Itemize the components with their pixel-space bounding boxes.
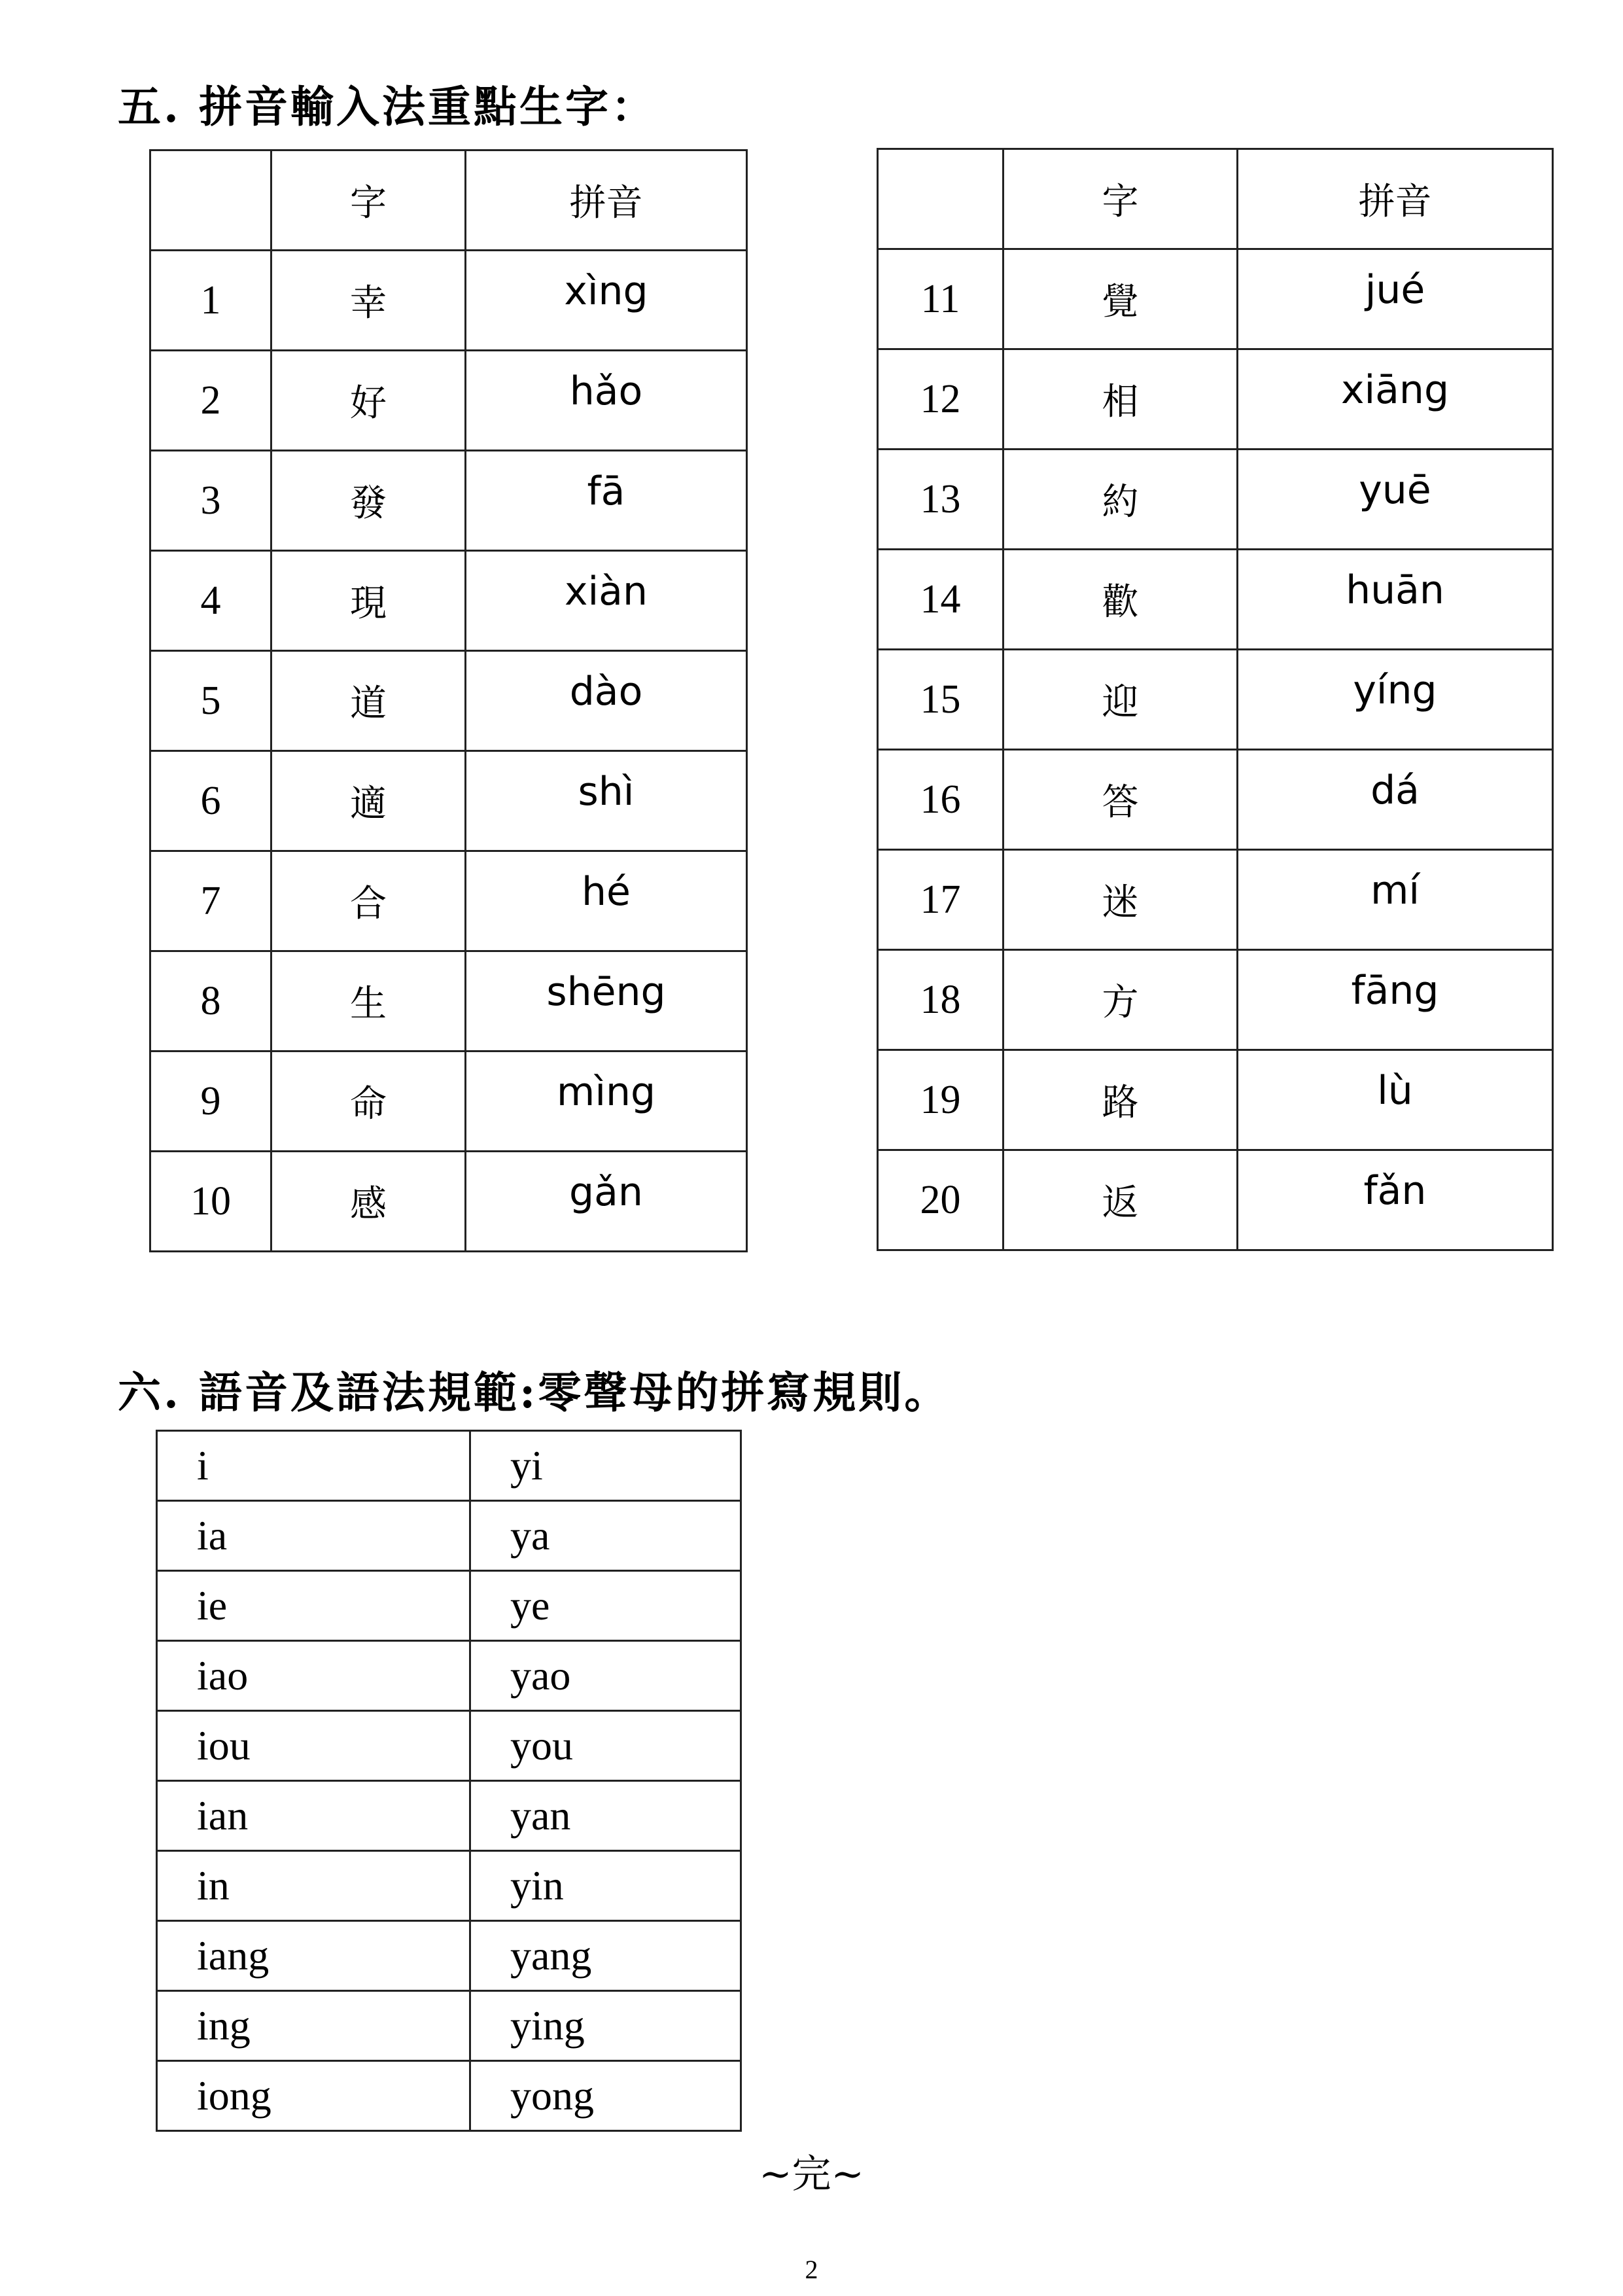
row-character: 約 [1003,450,1238,550]
row-pinyin: shēng [466,951,747,1051]
row-number: 7 [150,851,271,951]
spelling-cell: yang [470,1921,741,1991]
row-number: 8 [150,951,271,1051]
spelling-cell: yan [470,1781,741,1851]
page-number: 2 [805,2255,818,2284]
spelling-cell: ye [470,1571,741,1641]
row-character: 適 [271,751,466,851]
spelling-cell: yi [470,1431,741,1501]
row-number: 12 [878,349,1003,450]
header-num-cell [150,150,271,251]
table-row [157,1921,741,1991]
row-character: 好 [271,351,466,451]
table-row [878,1150,1553,1250]
row-pinyin: mí [1238,850,1553,950]
table-row [150,651,747,751]
row-number: 1 [150,251,271,351]
spelling-cell: ya [470,1501,741,1571]
row-pinyin: dào [466,651,747,751]
row-number: 16 [878,750,1003,850]
table-row [878,850,1553,950]
row-number: 17 [878,850,1003,950]
row-pinyin: fǎn [1238,1150,1553,1250]
row-number: 14 [878,550,1003,650]
table-row [878,750,1553,850]
table-row [878,450,1553,550]
spelling-cell: yin [470,1851,741,1921]
final-cell: i [157,1431,470,1501]
table-row [878,650,1553,750]
row-number: 3 [150,451,271,551]
row-character: 歡 [1003,550,1238,650]
pinyin-table-left [149,149,748,1252]
spelling-cell: yong [470,2061,741,2131]
row-pinyin: fā [466,451,747,551]
section-5-title: 五. 拼音輸入法重點生字： [118,81,657,132]
table-header-row [150,150,747,251]
row-number: 11 [878,249,1003,349]
row-character: 相 [1003,349,1238,450]
table-row [150,1051,747,1152]
row-number: 18 [878,950,1003,1050]
end-mark: ~完~ [759,2151,864,2197]
table-row [150,751,747,851]
row-character: 返 [1003,1150,1238,1250]
row-pinyin: shì [466,751,747,851]
row-number: 6 [150,751,271,851]
row-pinyin: mìng [466,1051,747,1152]
row-character: 方 [1003,950,1238,1050]
final-cell: iang [157,1921,470,1991]
row-pinyin: yíng [1238,650,1553,750]
table-row [157,2061,741,2131]
row-pinyin: xiàn [466,551,747,651]
final-cell: ie [157,1571,470,1641]
table-row [157,1991,741,2061]
row-pinyin: yuē [1238,450,1553,550]
row-number: 20 [878,1150,1003,1250]
row-character: 幸 [271,251,466,351]
table-row [157,1711,741,1781]
table-row [157,1431,741,1501]
row-pinyin: huān [1238,550,1553,650]
row-number: 13 [878,450,1003,550]
final-cell: iao [157,1641,470,1711]
row-character: 感 [271,1152,466,1252]
row-character: 命 [271,1051,466,1152]
spelling-cell: you [470,1711,741,1781]
row-number: 19 [878,1050,1003,1150]
table-row [157,1851,741,1921]
row-character: 答 [1003,750,1238,850]
table-row [878,349,1553,450]
row-number: 4 [150,551,271,651]
zero-initial-table [156,1430,742,2132]
table-row [157,1501,741,1571]
final-cell: ia [157,1501,470,1571]
header-char-cell: 字 [1003,149,1238,249]
table-row [878,950,1553,1050]
final-cell: iou [157,1711,470,1781]
row-character: 迎 [1003,650,1238,750]
row-number: 9 [150,1051,271,1152]
table-row [150,1152,747,1252]
table-row [878,550,1553,650]
header-pinyin-cell: 拼音 [466,150,747,251]
section-6-title: 六. 語音及語法規範:零聲母的拼寫規則。 [118,1367,951,1418]
table-row [157,1781,741,1851]
table-row [878,249,1553,349]
row-character: 發 [271,451,466,551]
table-row [150,951,747,1051]
header-char-cell: 字 [271,150,466,251]
final-cell: ing [157,1991,470,2061]
table-row [150,551,747,651]
header-num-cell [878,149,1003,249]
row-character: 路 [1003,1050,1238,1150]
row-character: 生 [271,951,466,1051]
row-pinyin: xìng [466,251,747,351]
row-number: 10 [150,1152,271,1252]
row-number: 2 [150,351,271,451]
row-pinyin: jué [1238,249,1553,349]
final-cell: iong [157,2061,470,2131]
row-pinyin: lù [1238,1050,1553,1150]
spelling-cell: yao [470,1641,741,1711]
row-number: 15 [878,650,1003,750]
row-character: 現 [271,551,466,651]
row-character: 合 [271,851,466,951]
row-pinyin: gǎn [466,1152,747,1252]
row-character: 道 [271,651,466,751]
table-row [150,451,747,551]
row-pinyin: dá [1238,750,1553,850]
final-cell: ian [157,1781,470,1851]
table-header-row [878,149,1553,249]
row-pinyin: hǎo [466,351,747,451]
table-row [150,251,747,351]
table-row [157,1641,741,1711]
table-row [150,351,747,451]
final-cell: in [157,1851,470,1921]
header-pinyin-cell: 拼音 [1238,149,1553,249]
row-pinyin: xiāng [1238,349,1553,450]
row-character: 迷 [1003,850,1238,950]
spelling-cell: ying [470,1991,741,2061]
pinyin-table-right [877,148,1554,1251]
row-pinyin: hé [466,851,747,951]
table-row [878,1050,1553,1150]
table-row [150,851,747,951]
row-number: 5 [150,651,271,751]
table-row [157,1571,741,1641]
row-character: 覺 [1003,249,1238,349]
row-pinyin: fāng [1238,950,1553,1050]
